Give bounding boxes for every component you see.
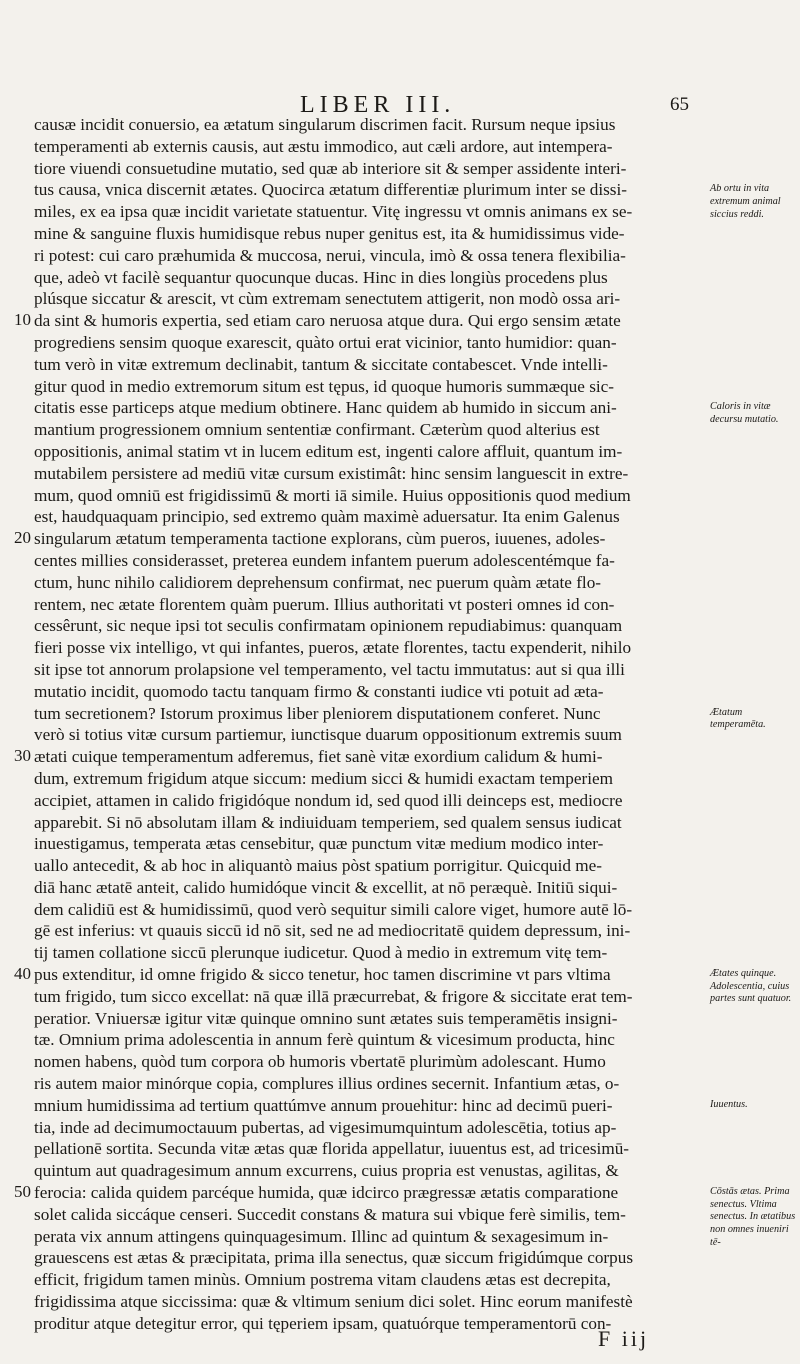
marginal-note: Iuuentus. xyxy=(710,1099,748,1110)
text-line: tia, inde ad decimumoctauum pubertas, ad vigesimumquintum adolescētia, totius ap- xyxy=(34,1117,617,1137)
text-line: uallo antecedit, & ab hoc in aliquantò maius pòst spatium porrigitur. Quicquid me- xyxy=(34,856,603,876)
text-line: mutabilem persistere ad mediū vitæ cursum existimât: hinc sensim languescit in extre- xyxy=(34,463,629,483)
text-line: apparebit. Si nō absolutam illam & indiuiduam temperiem, sed qualem sensus iudicat xyxy=(34,812,622,832)
text-line: mum, quod omniū est frigidissimū & morti iā simile. Huius oppositionis quod medium xyxy=(34,485,631,505)
text-line: gitur quod in medio extremorum situm est tępus, id quoque humoris summæque sic- xyxy=(34,376,615,396)
text-line: plúsque siccatur & arescit, vt cùm extremam senectutem attigerit, non modò ossa ari- xyxy=(34,289,621,309)
text-line: rentem, nec ætate florentem quàm puerum. Illius authoritati vt posteri omnes id con- xyxy=(34,594,615,614)
text-line: cessêrunt, sic neque ipsi tot seculis confirmatam opinionem repudiabimus: quanquam xyxy=(34,616,623,636)
marginal-note: Ætates quinque. Adolescentia, cuius partes sunt quatuor. xyxy=(710,968,792,1005)
text-line: accipiet, attamen in calido frigidóque nondum id, sed quod illi deinceps est, mediocre xyxy=(34,790,623,810)
text-line: ri potest: cui caro præhumida & muccosa, nerui, vincula, imò & ossa tenera flexibilia- xyxy=(34,245,626,265)
text-line: gē est inferius: vt quauis siccū id nō sit, sed ne ad mediocritatē quidem depressum, ini- xyxy=(34,921,631,941)
text-line: tum verò in vitæ extremum declinabit, tantum & siccitate contabescet. Vnde intelli- xyxy=(34,354,608,374)
text-line: pellationē sortita. Secunda vitæ ætas quæ florida appellatur, iuuentus est, ad tricesimū- xyxy=(34,1139,630,1159)
text-line: singularum ætatum temperamenta tactione explorans, cùm pueros, iuuenes, adoles- xyxy=(34,529,606,549)
page-header-title: LIBER III. xyxy=(300,92,456,118)
text-line: grauescens est ætas & præcipitata, prima illa senectus, quæ siccum frigidúmque corpus xyxy=(34,1248,634,1268)
text-line: tæ. Omnium prima adolescentia in annum ferè quintum & vicesimum producta, hinc xyxy=(34,1030,615,1050)
text-line: oppositionis, animal statim vt in lucem editum est, ingenti calore affluit, quantum im- xyxy=(34,441,623,461)
text-line: mantium progressionem omnium sententiæ confirmant. Cæterùm quod alterius est xyxy=(34,420,600,440)
text-line: mutatio incidit, quomodo tactu tanquam firmo & constanti iudice vti potuit ad æta- xyxy=(34,681,604,701)
text-line: ferocia: calida quidem parcéque humida, quæ idcirco prægressæ ætatis comparatione xyxy=(34,1183,619,1203)
text-line: miles, ex ea ipsa quæ incidit varietate statuentur. Vitę ingressu vt omnis animans ex se- xyxy=(34,202,633,222)
text-line: que, adeò vt facilè sequantur quocunque ducas. Hinc in dies longiùs procedens plus xyxy=(34,267,608,287)
text-line: temperamenti ab externis causis, aut æstu immodico, aut cæli ardore, aut intempera- xyxy=(34,136,613,156)
text-line: peratior. Vniuersæ igitur vitæ quinque omnino sunt ætates suis temperamētis insigni- xyxy=(34,1008,618,1028)
marginal-note: Ætatum temperamēta. xyxy=(710,706,766,731)
text-line: tij tamen collatione siccū plerunque iudicetur. Quod à medio in extremum vitę tem- xyxy=(34,943,608,963)
text-line: efficit, frigidum tamen minùs. Omnium postrema vitam claudens ætas est decrepita, xyxy=(34,1270,611,1290)
text-line: causæ incidit conuersio, ea ætatum singularum discrimen facit. Rursum neque ipsius xyxy=(34,115,616,134)
text-line: progrediens sensim quoque exarescit, quàto ortui erat vicinior, tanto humidior: quan- xyxy=(34,332,617,352)
line-number: 30 xyxy=(14,746,31,766)
text-line: citatis esse particeps atque medium obtinere. Hanc quidem ab humido in siccum ani- xyxy=(34,398,617,418)
marginal-note: Ab ortu in vita extremum animal siccius reddi. xyxy=(710,183,781,220)
text-line: quintum aut quadragesimum annum excurrens, cuius propria est venustas, agilitas, & xyxy=(34,1161,619,1181)
text-line: centes millies considerasset, preterea eundem infantem puerum adolescentémque fa- xyxy=(34,550,615,570)
text-line: proditur atque detegitur error, qui tęperiem ipsam, quatuórque temperamentorū con- xyxy=(34,1313,612,1333)
text-line: da sint & humoris expertia, sed etiam caro neruosa atque dura. Qui ergo sensim ætate xyxy=(34,311,621,331)
text-line: verò si totius vitæ cursum partiemur, iunctisque duarum oppositionum extremis suum xyxy=(34,725,622,745)
text-line: ris autem maior minórque copia, complures illius ordines secernit. Infantium ætas, o- xyxy=(34,1074,620,1094)
line-number: 50 xyxy=(14,1182,31,1202)
text-line: pus extenditur, id omne frigido & sicco tenetur, hoc tamen discrimine vt pars vltima xyxy=(34,965,611,985)
text-line: est, haudquaquam principio, sed extremo quàm maximè aduersatur. Ita enim Galenus xyxy=(34,507,620,527)
line-number: 40 xyxy=(14,964,31,984)
signature-mark: F iij xyxy=(598,1326,650,1351)
text-line: ætati cuique temperamentum adferemus, fiet sanè vitæ exordium calidum & humi- xyxy=(34,747,603,767)
text-line: dum, extremum frigidum atque siccum: medium sicci & humidi exactam temperiem xyxy=(34,768,613,788)
text-line: solet calida siccáque censeri. Succedit constans & matura sui vbique ferè similis, tem- xyxy=(34,1204,626,1224)
marginal-note: Cōstās ætas. Prima senectus. Vltima senectus. In ætatibus non omnes inueniri tē- xyxy=(710,1186,796,1248)
text-line: inuestigamus, temperata ætas censebitur, quæ punctum vitæ medium modico inter- xyxy=(34,834,604,854)
text-line: diā hanc ætatē anteit, calido humidóque vincit & excellit, at nō peræquè. Initiū siqui- xyxy=(34,877,618,897)
text-line: sit ipse tot annorum prolapsione vel temperamento, vel tactu immutatus: aut si qua illi xyxy=(34,659,625,679)
body-text xyxy=(34,114,720,1335)
text-line: frigidissima atque siccissima: quæ & vltimum senium dici solet. Hinc eorum manifestè xyxy=(34,1292,633,1312)
text-line: tiore viuendi consuetudine mutatio, sed quæ ab interiore sit & semper assidente interi- xyxy=(34,158,627,178)
text-line: mnium humidissima ad tertium quattúmve annum prouehitur: hinc ad decimū pueri- xyxy=(34,1095,613,1115)
page-number: 65 xyxy=(670,94,689,115)
marginal-note: Caloris in vitæ decursu mutatio. xyxy=(710,401,779,425)
text-line: tum secretionem? Istorum proximus liber pleniorem disputationem conferet. Nunc xyxy=(34,703,601,723)
text-line: perata vix annum attingens quinquagesimum. Illinc ad quintum & sexagesimum in- xyxy=(34,1226,609,1246)
text-line: mine & sanguine fluxis humidisque rebus nuper genitus est, ita & humidissimus vide- xyxy=(34,223,625,243)
text-line: ctum, hunc nihilo calidiorem deprehensum confirmat, nec puerum quàm ætate flo- xyxy=(34,572,602,592)
line-number: 10 xyxy=(14,310,31,330)
text-line: tus causa, vnica discernit ætates. Quocirca ætatum differentiæ plurimum inter se dissi- xyxy=(34,180,627,200)
text-line: fieri posse vix intelligo, vt qui infantes, pueros, ætate florentes, tactu expenderit, nihilo xyxy=(34,638,632,658)
text-line: nomen habens, quòd tum corpora ob humoris vbertatē plurimùm adolescant. Humo xyxy=(34,1052,606,1072)
text-line: dem calidiū est & humidissimū, quod verò sequitur simili calore viget, humore autē lō- xyxy=(34,899,633,919)
line-number: 20 xyxy=(14,528,31,548)
text-line: tum frigido, tum sicco excellat: nā quæ illā præcurrebat, & frigore & siccitate erat tem- xyxy=(34,986,633,1006)
